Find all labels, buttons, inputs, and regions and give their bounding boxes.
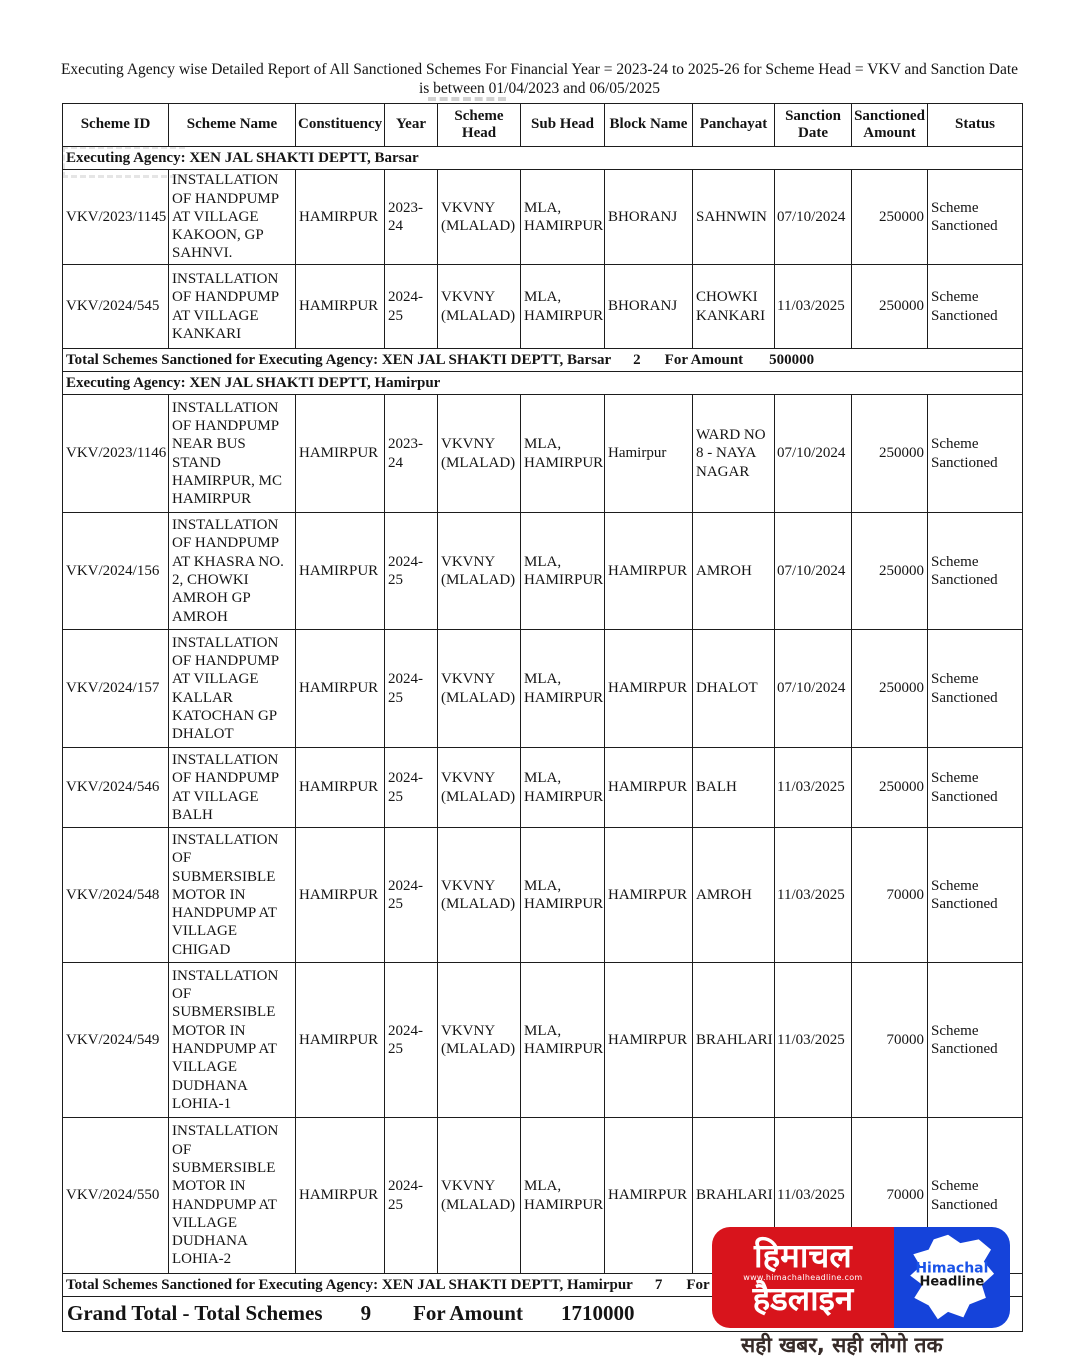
logo-map-line1: Himachal <box>915 1260 989 1277</box>
logo-text-headline-hindi: हैडलाइन <box>752 1279 854 1319</box>
cell-date: 07/10/2024 <box>775 513 852 630</box>
cell-id: VKV/2024/156 <box>63 513 169 630</box>
cell-amount: 250000 <box>852 265 928 349</box>
cell-block: Hamirpur <box>605 395 693 513</box>
cell-amount: 70000 <box>852 828 928 963</box>
cell-panchayat: DHALOT <box>693 630 775 748</box>
column-header: Status <box>928 104 1023 147</box>
cell-name: INSTALLATION OF SUBMERSIBLE MOTOR IN HANDPUMP AT VILLAGE DUDHANA LOHIA-2 <box>169 1118 296 1274</box>
report-title <box>0 61 1079 98</box>
logo-red-panel <box>712 1227 894 1328</box>
cell-status: Scheme Sanctioned <box>928 1118 1023 1274</box>
cell-head: VKVNY (MLALAD) <box>438 748 521 828</box>
total-amount_label: For Amount <box>413 1301 523 1326</box>
column-header: Sanctioned Amount <box>852 104 928 147</box>
cell-amount: 250000 <box>852 748 928 828</box>
cell-date: 07/10/2024 <box>775 630 852 748</box>
cell-sub_head: MLA, HAMIRPUR <box>521 170 605 265</box>
logo-text-himachal: हिमाचल <box>754 1236 852 1276</box>
table-body <box>63 147 1023 1332</box>
cell-sub_head: MLA, HAMIRPUR <box>521 828 605 963</box>
cell-panchayat: SAHNWIN <box>693 170 775 265</box>
cell-name: INSTALLATION OF SUBMERSIBLE MOTOR IN HANDPUMP AT VILLAGE CHIGAD <box>169 828 296 963</box>
sanctioned-schemes-table <box>62 103 1023 1332</box>
cell-id: VKV/2023/1145 <box>63 170 169 265</box>
cell-head: VKVNY (MLALAD) <box>438 828 521 963</box>
report-title-line2: is between 01/04/2023 and 06/05/2025 <box>418 79 661 97</box>
cell-date: 11/03/2025 <box>775 265 852 349</box>
cell-id: VKV/2024/157 <box>63 630 169 748</box>
cell-status: Scheme Sanctioned <box>928 748 1023 828</box>
cell-block: BHORANJ <box>605 265 693 349</box>
cell-constituency: HAMIRPUR <box>296 828 385 963</box>
table-row <box>63 395 1023 513</box>
cell-head: VKVNY (MLALAD) <box>438 265 521 349</box>
cell-date: 11/03/2025 <box>775 1118 852 1274</box>
total-label: Grand Total - Total Schemes <box>67 1301 323 1326</box>
cell-constituency: HAMIRPUR <box>296 170 385 265</box>
cell-status: Scheme Sanctioned <box>928 513 1023 630</box>
column-header: Scheme Name <box>169 104 296 147</box>
column-header: Panchayat <box>693 104 775 147</box>
cell-sub_head: MLA, HAMIRPUR <box>521 395 605 513</box>
cell-sub_head: MLA, HAMIRPUR <box>521 748 605 828</box>
total-count: 2 <box>633 351 641 368</box>
cell-sub_head: MLA, HAMIRPUR <box>521 513 605 630</box>
logo-map-line2: Headline <box>919 1274 985 1290</box>
cell-date: 11/03/2025 <box>775 963 852 1118</box>
cell-id: VKV/2024/548 <box>63 828 169 963</box>
agency-group-header: Executing Agency: XEN JAL SHAKTI DEPTT, Barsar <box>63 147 1023 170</box>
cell-status: Scheme Sanctioned <box>928 963 1023 1118</box>
table-row <box>63 748 1023 828</box>
cell-sub_head: MLA, HAMIRPUR <box>521 265 605 349</box>
cell-year: 2023-24 <box>385 395 438 513</box>
cell-panchayat: AMROH <box>693 513 775 630</box>
cell-head: VKVNY (MLALAD) <box>438 1118 521 1274</box>
cell-id: VKV/2024/549 <box>63 963 169 1118</box>
cell-date: 11/03/2025 <box>775 748 852 828</box>
cell-panchayat: BALH <box>693 748 775 828</box>
cell-year: 2023-24 <box>385 170 438 265</box>
logo-tagline: सही खबर, सही लोगो तक <box>741 1333 943 1357</box>
total-amount_label: For Amount <box>664 351 744 368</box>
himachal-headline-logo <box>712 1227 1010 1328</box>
table-row <box>63 265 1023 349</box>
table-header-row <box>63 104 1023 147</box>
cell-constituency: HAMIRPUR <box>296 395 385 513</box>
cell-panchayat: BRAHLARI <box>693 963 775 1118</box>
cell-block: BHORANJ <box>605 170 693 265</box>
column-header: Scheme Head <box>438 104 521 147</box>
column-header: Sub Head <box>521 104 605 147</box>
total-amount_label: For <box>686 1276 710 1293</box>
table-row <box>63 513 1023 630</box>
cell-block: HAMIRPUR <box>605 630 693 748</box>
agency-group-header: Executing Agency: XEN JAL SHAKTI DEPTT, Hamirpur <box>63 372 1023 395</box>
cell-constituency: HAMIRPUR <box>296 513 385 630</box>
cell-constituency: HAMIRPUR <box>296 265 385 349</box>
cell-name: INSTALLATION OF HANDPUMP AT VILLAGE BALH <box>169 748 296 828</box>
cell-panchayat: AMROH <box>693 828 775 963</box>
total-count: 7 <box>654 1276 663 1293</box>
cell-date: 07/10/2024 <box>775 170 852 265</box>
cell-amount: 70000 <box>852 1118 928 1274</box>
cell-panchayat: WARD NO 8 - NAYA NAGAR <box>693 395 775 513</box>
cell-head: VKVNY (MLALAD) <box>438 395 521 513</box>
table-row <box>63 963 1023 1118</box>
table-row <box>63 170 1023 265</box>
cell-amount: 250000 <box>852 170 928 265</box>
cell-block: HAMIRPUR <box>605 1118 693 1274</box>
table-header <box>63 104 1023 147</box>
cell-block: HAMIRPUR <box>605 963 693 1118</box>
cell-head: VKVNY (MLALAD) <box>438 513 521 630</box>
logo-website-text: www.himachalheadline.com <box>743 1272 863 1282</box>
cell-year: 2024-25 <box>385 513 438 630</box>
cell-year: 2024-25 <box>385 630 438 748</box>
cell-status: Scheme Sanctioned <box>928 630 1023 748</box>
cell-date: 07/10/2024 <box>775 395 852 513</box>
column-header: Constituency <box>296 104 385 147</box>
column-header: Sanction Date <box>775 104 852 147</box>
total-amount: 500000 <box>769 351 815 368</box>
cell-id: VKV/2024/550 <box>63 1118 169 1274</box>
cell-panchayat: CHOWKI KANKARI <box>693 265 775 349</box>
cell-status: Scheme Sanctioned <box>928 170 1023 265</box>
cell-head: VKVNY (MLALAD) <box>438 963 521 1118</box>
cell-name: INSTALLATION OF HANDPUMP AT VILLAGE KALLAR KATOCHAN GP DHALOT <box>169 630 296 748</box>
cell-constituency: HAMIRPUR <box>296 630 385 748</box>
cell-year: 2024-25 <box>385 828 438 963</box>
total-count: 9 <box>360 1301 372 1326</box>
table-row <box>63 630 1023 748</box>
logo-map-text <box>915 1261 988 1289</box>
cell-constituency: HAMIRPUR <box>296 963 385 1118</box>
cell-name: INSTALLATION OF HANDPUMP NEAR BUS STAND HAMIRPUR, MC HAMIRPUR <box>169 395 296 513</box>
cell-amount: 250000 <box>852 395 928 513</box>
cell-status: Scheme Sanctioned <box>928 265 1023 349</box>
cell-block: HAMIRPUR <box>605 748 693 828</box>
cell-head: VKVNY (MLALAD) <box>438 630 521 748</box>
cell-year: 2024-25 <box>385 265 438 349</box>
cell-block: HAMIRPUR <box>605 513 693 630</box>
cell-name: INSTALLATION OF HANDPUMP AT VILLAGE KANKARI <box>169 265 296 349</box>
cell-status: Scheme Sanctioned <box>928 395 1023 513</box>
cell-id: VKV/2023/1146 <box>63 395 169 513</box>
cell-id: VKV/2024/546 <box>63 748 169 828</box>
table-row <box>63 828 1023 963</box>
cell-constituency: HAMIRPUR <box>296 1118 385 1274</box>
cell-amount: 250000 <box>852 513 928 630</box>
column-header: Scheme ID <box>63 104 169 147</box>
cell-year: 2024-25 <box>385 748 438 828</box>
cell-name: INSTALLATION OF HANDPUMP AT KHASRA NO. 2, CHOWKI AMROH GP AMROH <box>169 513 296 630</box>
cell-year: 2024-25 <box>385 963 438 1118</box>
logo-blue-panel <box>894 1227 1010 1328</box>
agency-total-row <box>63 349 1023 372</box>
cell-status: Scheme Sanctioned <box>928 828 1023 963</box>
cell-sub_head: MLA, HAMIRPUR <box>521 963 605 1118</box>
total-amount: 1710000 <box>560 1301 635 1326</box>
cell-sub_head: MLA, HAMIRPUR <box>521 1118 605 1274</box>
cell-constituency: HAMIRPUR <box>296 748 385 828</box>
report-title-line1: Executing Agency wise Detailed Report of All Sanctioned Schemes For Financial Year = 2023-24 to 2025-26 for Scheme Head = VKV and Sanction Date <box>60 61 1019 78</box>
cell-head: VKVNY (MLALAD) <box>438 170 521 265</box>
cell-amount: 250000 <box>852 630 928 748</box>
cell-panchayat: BRAHLARI <box>693 1118 775 1274</box>
cell-name: INSTALLATION OF SUBMERSIBLE MOTOR IN HANDPUMP AT VILLAGE DUDHANA LOHIA-1 <box>169 963 296 1118</box>
cell-id: VKV/2024/545 <box>63 265 169 349</box>
column-header: Year <box>385 104 438 147</box>
cell-year: 2024-25 <box>385 1118 438 1274</box>
total-label: Total Schemes Sanctioned for Executing Agency: XEN JAL SHAKTI DEPTT, Hamirpur <box>66 1276 633 1293</box>
cell-date: 11/03/2025 <box>775 828 852 963</box>
cell-name: INSTALLATION OF HANDPUMP AT VILLAGE KAKOON, GP SAHNVI. <box>169 170 296 265</box>
cell-sub_head: MLA, HAMIRPUR <box>521 630 605 748</box>
column-header: Block Name <box>605 104 693 147</box>
cell-block: HAMIRPUR <box>605 828 693 963</box>
total-label: Total Schemes Sanctioned for Executing Agency: XEN JAL SHAKTI DEPTT, Barsar <box>66 351 612 368</box>
cell-amount: 70000 <box>852 963 928 1118</box>
